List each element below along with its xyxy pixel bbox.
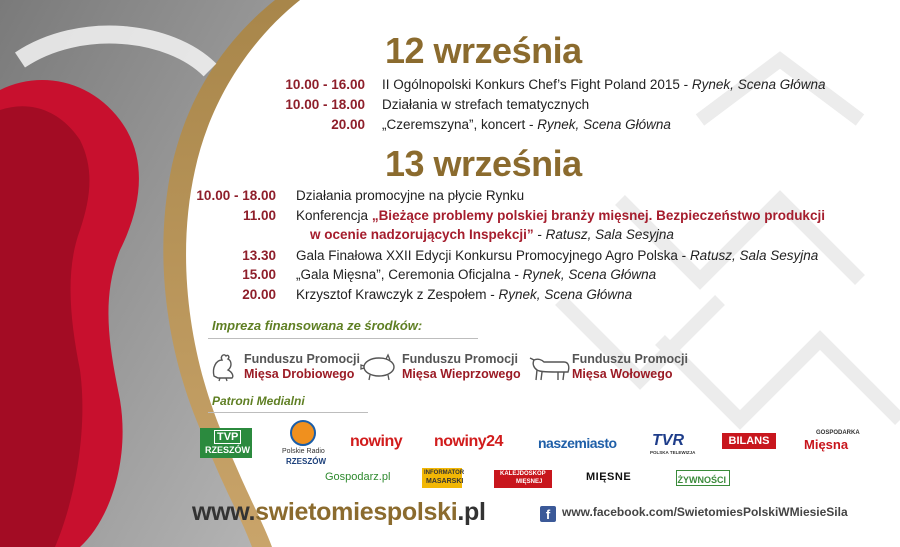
- informator-masarski-logo: INFORMATOR MASARSKI: [422, 468, 462, 488]
- fund-name: Funduszu Promocji: [244, 352, 360, 366]
- divider: [208, 338, 478, 339]
- fund-beef: [528, 350, 698, 384]
- event-time: 11.00: [242, 208, 276, 223]
- event-description: Krzysztof Krawczyk z Zespołem - Rynek, Scena Główna: [296, 287, 633, 302]
- event-description: Działania w strefach tematycznych: [382, 97, 590, 112]
- fund-pork: [360, 350, 530, 384]
- website-url[interactable]: www.swietomiespolski.pl: [192, 498, 486, 526]
- radio-icon: [290, 420, 316, 446]
- tvr-logo: TVR POLSKA TELEWIZJA: [650, 432, 696, 455]
- naszemiasto-logo: naszemiasto: [538, 435, 617, 451]
- rooster-icon: [208, 350, 238, 382]
- funding-label: Impreza finansowana ze środków:: [212, 318, 423, 333]
- event-time: 20.00: [331, 117, 365, 132]
- day-title: 13 września: [385, 143, 582, 184]
- fund-meat-type: Mięsa Drobiowego: [244, 367, 355, 381]
- event-description: „Gala Mięsna”, Ceremonia Oficjalna - Rynek, Scena Główna: [296, 267, 657, 282]
- divider: [208, 412, 368, 413]
- event-description: Działania promocyjne na płycie Rynku: [296, 188, 525, 203]
- day-title: 12 września: [385, 30, 582, 71]
- event-time: 20.00: [242, 287, 276, 302]
- event-time: 10.00 - 18.00: [285, 97, 365, 112]
- kalejdoskop-logo: KALEJDOSKOP MIĘSNEJ: [494, 470, 552, 488]
- event-description: „Czeremszyna”, koncert - Rynek, Scena Główna: [382, 117, 671, 132]
- event-time: 10.00 - 16.00: [285, 77, 365, 92]
- bilans-logo: BILANS: [722, 433, 776, 449]
- gospodarz-logo: Gospodarz.pl: [325, 471, 391, 483]
- facebook-link[interactable]: f www.facebook.com/SwietomiesPolskiWMiesieSila: [540, 505, 848, 522]
- nowiny24-logo: nowiny24: [434, 433, 503, 450]
- fund-meat-type: Mięsa Wieprzowego: [402, 367, 521, 381]
- fund-meat-type: Mięsa Wołowego: [572, 367, 673, 381]
- pig-icon: [360, 350, 400, 382]
- fund-name: Funduszu Promocji: [402, 352, 518, 366]
- fund-poultry: [208, 350, 368, 384]
- nowiny-logo: nowiny: [350, 433, 403, 450]
- event-time: 13.30: [242, 248, 276, 263]
- event-description: w ocenie nadzorujących Inspekcji” - Ratusz, Sala Sesyjna: [310, 227, 674, 242]
- facebook-icon: f: [540, 506, 556, 522]
- patrons-label: Patroni Medialni: [212, 394, 305, 408]
- tvp-rzeszow-logo: TVP RZESZÓW: [200, 428, 252, 458]
- polskie-radio-logo: Polskie Radio RZESZÓW: [282, 420, 326, 468]
- event-description: Gala Finałowa XXII Edycji Konkursu Promocyjnego Agro Polska - Ratusz, Sala Sesyjna: [296, 248, 819, 263]
- cow-icon: [528, 350, 572, 382]
- event-time: 15.00: [242, 267, 276, 282]
- zywnosci-logo: ŻYWNOŚCI: [676, 470, 730, 486]
- event-description: II Ogólnopolski Konkurs Chef’s Fight Poland 2015 - Rynek, Scena Główna: [382, 77, 826, 92]
- gospodarka-miesna-logo: GOSPODARKA Mięsna: [804, 430, 860, 452]
- miesne-logo: MIĘSNE: [586, 471, 632, 483]
- event-time: 10.00 - 18.00: [196, 188, 276, 203]
- event-description: Konferencja „Bieżące problemy polskiej branży mięsnej. Bezpieczeństwo produkcji: [296, 208, 825, 223]
- fund-name: Funduszu Promocji: [572, 352, 688, 366]
